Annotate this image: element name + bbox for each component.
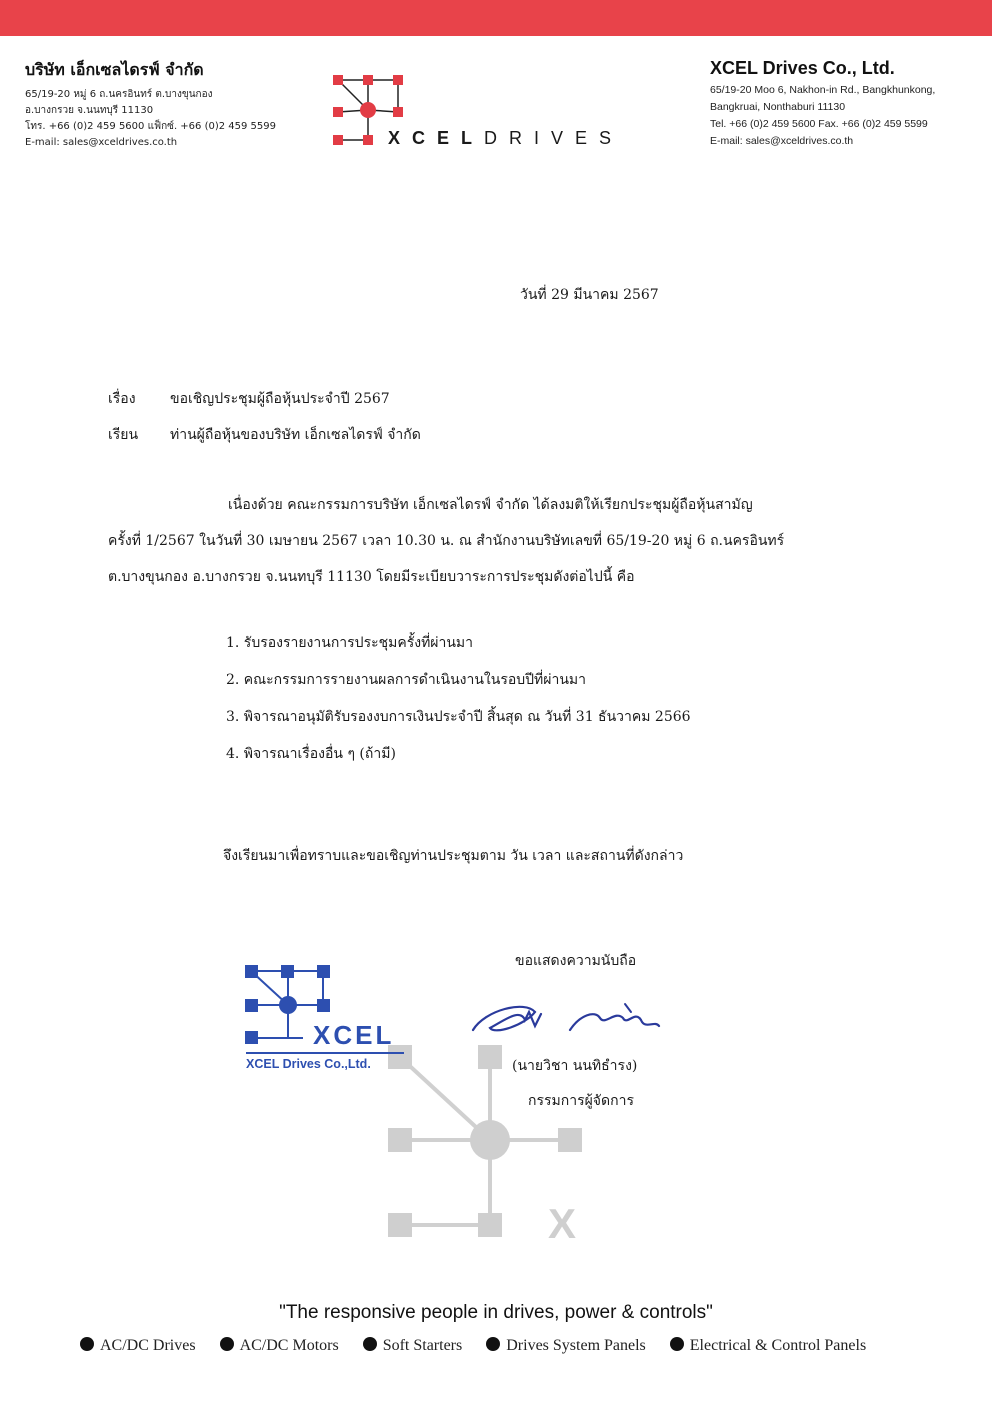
bullet-icon: [486, 1337, 500, 1351]
letter-date: วันที่ 29 มีนาคม 2567: [520, 287, 659, 303]
bullet-icon: [363, 1337, 377, 1351]
logo-wordmark-light: DRIVES: [484, 128, 624, 148]
agenda-item-4: 4. พิจารณาเรื่องอื่น ๆ (ถ้ามี): [226, 746, 396, 762]
svg-text:X: X: [548, 1200, 577, 1245]
footer-tagline: "The responsive people in drives, power & controls": [279, 1302, 713, 1323]
agenda-list: [226, 632, 691, 780]
stamp-brand: XCEL: [313, 1020, 395, 1050]
address-line-th-2: อ.บางกรวย จ.นนทบุรี 11130: [25, 105, 154, 116]
phone-line-en: Tel. +66 (0)2 459 5600 Fax. +66 (0)2 459 5599: [710, 118, 928, 130]
product-label: AC/DC Drives: [100, 1337, 196, 1354]
address-line-en-1: 65/19-20 Moo 6, Nakhon-in Rd., Bangkhunkong,: [710, 84, 936, 96]
product-label: Drives System Panels: [506, 1337, 646, 1354]
company-name-english: XCEL Drives Co., Ltd.: [710, 58, 895, 78]
signature-icon: [465, 990, 675, 1050]
address-line-en-2: Bangkruai, Nonthaburi 11130: [710, 101, 846, 113]
phone-line-th: โทร. +66 (0)2 459 5600 แฟ็กซ์. +66 (0)2 459 5599: [25, 121, 277, 132]
logo-wordmark-bold: XCEL: [388, 128, 485, 148]
signer-title: กรรมการผู้จัดการ: [528, 1093, 634, 1109]
product-item: [486, 1337, 646, 1355]
product-label: AC/DC Motors: [239, 1337, 339, 1354]
product-item: [220, 1337, 339, 1355]
body-line-2: ครั้งที่ 1/2567 ในวันที่ 30 เมษายน 2567 เวลา 10.30 น. ณ สำนักงานบริษัทเลขที่ 65/19-20 หมู่ 6 ถ.นครอินทร์: [108, 533, 785, 549]
company-name-thai: บริษัท เอ็กเซลไดรฟ์ จำกัด: [25, 60, 204, 79]
logo-wordmark: [388, 128, 623, 149]
agenda-item-2: 2. คณะกรรมการรายงานผลการดำเนินงานในรอบปีที่ผ่านมา: [226, 672, 586, 688]
subject-label: เรื่อง: [108, 391, 136, 407]
bullet-icon: [670, 1337, 684, 1351]
email-line-en: E-mail: sales@xceldrives.co.th: [710, 135, 854, 147]
recipient-text: ท่านผู้ถือหุ้นของบริษัท เอ็กเซลไดรฟ์ จำกัด: [170, 427, 421, 443]
product-item: [670, 1337, 866, 1355]
product-label: Electrical & Control Panels: [689, 1337, 867, 1354]
signer-name: (นายวิชา นนทิธำรง): [512, 1058, 638, 1074]
product-item: [363, 1337, 463, 1355]
regards-text: ขอแสดงความนับถือ: [515, 953, 637, 969]
stamp-company: XCEL Drives Co.,Ltd.: [246, 1057, 371, 1071]
product-item: [80, 1337, 196, 1355]
email-line-th: E-mail: sales@xceldrives.co.th: [25, 137, 178, 148]
subject-text: ขอเชิญประชุมผู้ถือหุ้นประจำปี 2567: [170, 391, 390, 407]
agenda-item-1: 1. รับรองรายงานการประชุมครั้งที่ผ่านมา: [226, 635, 474, 651]
bullet-icon: [80, 1337, 94, 1351]
body-line-1: เนื่องด้วย คณะกรรมการบริษัท เอ็กเซลไดรฟ์ จำกัด ได้ลงมติให้เรียกประชุมผู้ถือหุ้นสามัญ: [228, 497, 753, 513]
subject-line: [108, 388, 390, 410]
agenda-item-3: 3. พิจารณาอนุมัติรับรองงบการเงินประจำปี สิ้นสุด ณ วันที่ 31 ธันวาคม 2566: [226, 709, 691, 725]
stamp-divider: [246, 1052, 404, 1054]
closing-text: จึงเรียนมาเพื่อทราบและขอเชิญท่านประชุมตาม วัน เวลา และสถานที่ดังกล่าว: [223, 848, 684, 864]
top-accent-bar: [0, 0, 992, 36]
body-line-3: ต.บางขุนกอง อ.บางกรวย จ.นนทบุรี 11130 โดยมีระเบียบวาระการประชุมดังต่อไปนี้ คือ: [108, 569, 635, 585]
footer-product-list: [80, 1337, 886, 1355]
address-line-th-1: 65/19-20 หมู่ 6 ถ.นครอินทร์ ต.บางขุนกอง: [25, 89, 213, 100]
letterhead-thai: [25, 58, 325, 151]
recipient-line: [108, 424, 421, 446]
recipient-label: เรียน: [108, 427, 139, 443]
product-label: Soft Starters: [382, 1337, 463, 1354]
letterhead-english: [710, 58, 980, 150]
bullet-icon: [220, 1337, 234, 1351]
